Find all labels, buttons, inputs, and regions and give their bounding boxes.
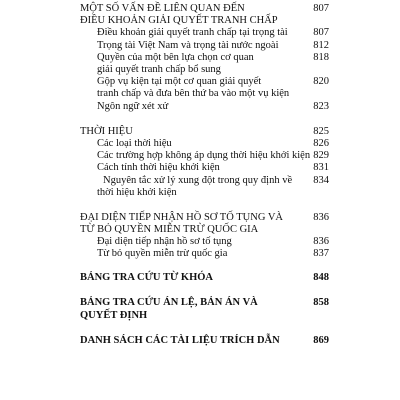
toc-entry-title: thời hiệu khởi kiện xyxy=(97,187,177,198)
toc-entry-title: MỘT SỐ VẤN ĐỀ LIÊN QUAN ĐẾN xyxy=(80,3,245,14)
toc-entry-page: 836 xyxy=(313,236,329,247)
toc-entry-title: Các loại thời hiệu xyxy=(97,138,172,149)
toc-entry-page: 807 xyxy=(313,3,329,14)
toc-entry-page: 807 xyxy=(313,27,329,38)
toc-entry-title: Các trường hợp không áp dụng thời hiệu khởi kiện xyxy=(97,150,311,161)
toc-entry-title: Trọng tài Việt Nam và trọng tài nước ngoài xyxy=(97,40,279,51)
toc-entry-page: 858 xyxy=(313,297,329,308)
toc-entry-page: 836 xyxy=(313,212,329,223)
toc-entry-page: 825 xyxy=(313,126,329,137)
toc-entry-page: 820 xyxy=(313,76,329,87)
toc-entry-title: BẢNG TRA CỨU ÁN LỆ, BẢN ÁN VÀ xyxy=(80,297,258,308)
toc-entry-page: 831 xyxy=(313,162,329,173)
toc-entry-title: THỜI HIỆU xyxy=(80,126,133,137)
toc-entry-title: Ngôn ngữ xét xử xyxy=(97,101,169,112)
toc-entry-title: TỪ BỎ QUYỀN MIỄN TRỪ QUỐC GIA xyxy=(80,224,259,235)
toc-entry-page: 826 xyxy=(313,138,329,149)
toc-entry-page: 812 xyxy=(313,40,329,51)
toc-entry-title: Đại diện tiếp nhận hồ sơ tố tụng xyxy=(97,236,232,247)
toc-entry-page: 829 xyxy=(313,150,329,161)
toc-entry-page: 837 xyxy=(313,248,329,259)
toc-entry-page: 848 xyxy=(313,272,329,283)
toc-entry-title: DANH SÁCH CÁC TÀI LIỆU TRÍCH DẪN xyxy=(80,335,280,346)
toc-entry-page: 834 xyxy=(313,175,329,186)
toc-entry-page: 823 xyxy=(313,101,329,112)
toc-entry-page: 818 xyxy=(313,52,329,63)
toc-entry-title: Gộp vụ kiện tại một cơ quan giải quyết xyxy=(97,76,262,87)
toc-entry-title: Cách tính thời hiệu khởi kiện xyxy=(97,162,220,173)
toc-entry-title: ĐIỀU KHOẢN GIẢI QUYẾT TRANH CHẤP xyxy=(80,15,278,26)
toc-entry-page: 869 xyxy=(313,335,329,346)
toc-entry-title: BẢNG TRA CỨU TỪ KHÓA xyxy=(80,272,214,283)
toc-entry-title: QUYẾT ĐỊNH xyxy=(80,310,148,321)
toc-entry-title: Quyền của một bên lựa chọn cơ quan xyxy=(97,52,254,63)
toc-entry-title: Điều khoản giải quyết tranh chấp tại trọng tài xyxy=(97,27,288,38)
toc-entry-title: giải quyết tranh chấp bổ sung xyxy=(97,64,221,75)
toc-entry-title: Từ bỏ quyền miễn trừ quốc gia xyxy=(97,248,228,259)
toc-entry-title: ĐẠI DIỆN TIẾP NHẬN HỒ SƠ TỐ TỤNG VÀ xyxy=(80,212,283,223)
toc-entry-title: Nguyên tắc xử lý xung đột trong quy định về xyxy=(103,175,293,186)
toc-entry-title: tranh chấp và đưa bên thứ ba vào một vụ kiện xyxy=(97,88,290,99)
